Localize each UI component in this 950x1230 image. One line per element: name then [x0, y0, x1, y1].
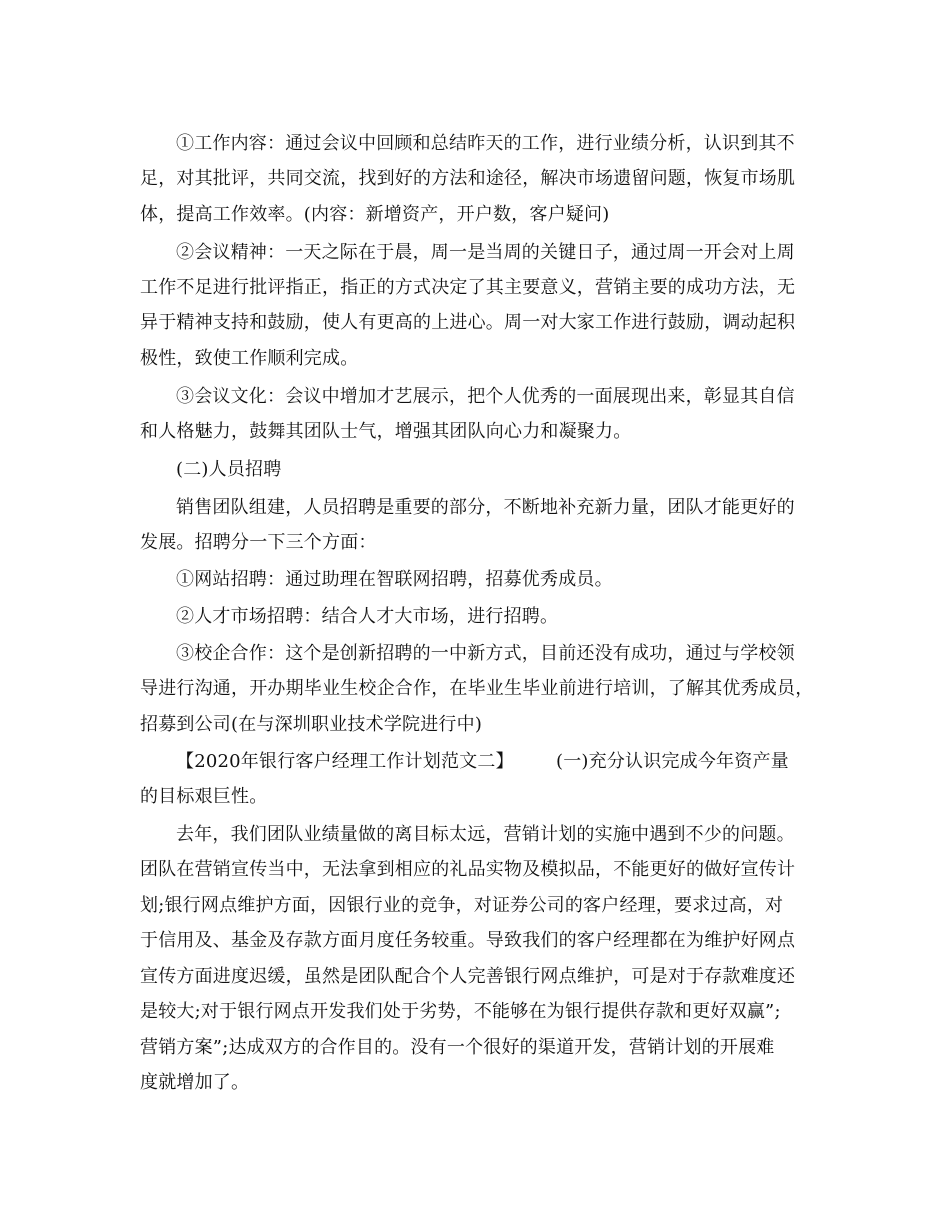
- text-line: 销售团队组建，人员招聘是重要的部分，不断地补充新力量，团队才能更好的: [176, 497, 795, 518]
- text-line: ①工作内容：通过会议中回顾和总结昨天的工作，进行业绩分析，认识到其不: [176, 133, 795, 154]
- text-line: 划;银行网点维护方面，因银行业的竞争，对证券公司的客户经理，要求过高，对: [140, 895, 784, 916]
- text-line: (一)充分认识完成今年资产量: [556, 751, 789, 772]
- text-line: 极性，致使工作顺利完成。: [140, 348, 359, 369]
- text-line: ②人才市场招聘：结合人才大市场，进行招聘。: [176, 606, 559, 627]
- text-line: 异于精神支持和鼓励，使人有更高的上进心。周一对大家工作进行鼓励，调动起积: [140, 312, 796, 333]
- text-line: 和人格魅力，鼓舞其团队士气，增强其团队向心力和凝聚力。: [140, 421, 632, 442]
- text-line: 于信用及、基金及存款方面月度任务较重。导致我们的客户经理都在为维护好网点: [140, 930, 796, 951]
- text-line: 宣传方面进度迟缓，虽然是团队配合个人完善银行网点维护，可是对于存款难度还: [140, 966, 796, 987]
- text-line: ①网站招聘：通过助理在智联网招聘，招募优秀成员。: [176, 569, 613, 590]
- text-line: 营销方案”;达成双方的合作目的。没有一个很好的渠道开发，营销计划的开展难: [140, 1037, 775, 1058]
- text-line: ③会议文化：会议中增加才艺展示，把个人优秀的一面展现出来，彰显其自信: [176, 386, 795, 407]
- text-line: 体，提高工作效率。(内容：新增资产，开户数，客户疑问): [140, 204, 610, 225]
- text-line: 去年，我们团队业绩量做的离目标太远，营销计划的实施中遇到不少的问题。: [176, 824, 795, 845]
- text-line: 足，对其批评，共同交流，找到好的方法和途径，解决市场遗留问题，恢复市场肌: [140, 168, 796, 189]
- text-line: ②会议精神：一天之际在于晨，周一是当周的关键日子，通过周一开会对上周: [176, 242, 795, 263]
- text-line: 工作不足进行批评指正，指正的方式决定了其主要意义，营销主要的成功方法，无: [140, 277, 796, 298]
- text-line: 度就增加了。: [140, 1072, 250, 1093]
- text-line: 是较大;对于银行网点开发我们处于劣势，不能够在为银行提供存款和更好双赢”;: [140, 1001, 781, 1022]
- text-line: 招募到公司(在与深圳职业技术学院进行中): [140, 714, 483, 735]
- text-line: 的目标艰巨性。: [140, 786, 268, 807]
- text-line: 导进行沟通，开办期毕业生校企合作，在毕业生毕业前进行培训，了解其优秀成员，: [140, 678, 814, 699]
- section-heading: 【2020年银行客户经理工作计划范文二】: [176, 751, 514, 772]
- section-heading: (二)人员招聘: [176, 459, 282, 480]
- text-line: ③校企合作：这个是创新招聘的一中新方式，目前还没有成功，通过与学校领: [176, 643, 795, 664]
- text-line: 发展。招聘分一下三个方面：: [140, 532, 377, 553]
- text-line: 团队在营销宣传当中，无法拿到相应的礼品实物及模拟品，不能更好的做好宣传计: [140, 859, 796, 880]
